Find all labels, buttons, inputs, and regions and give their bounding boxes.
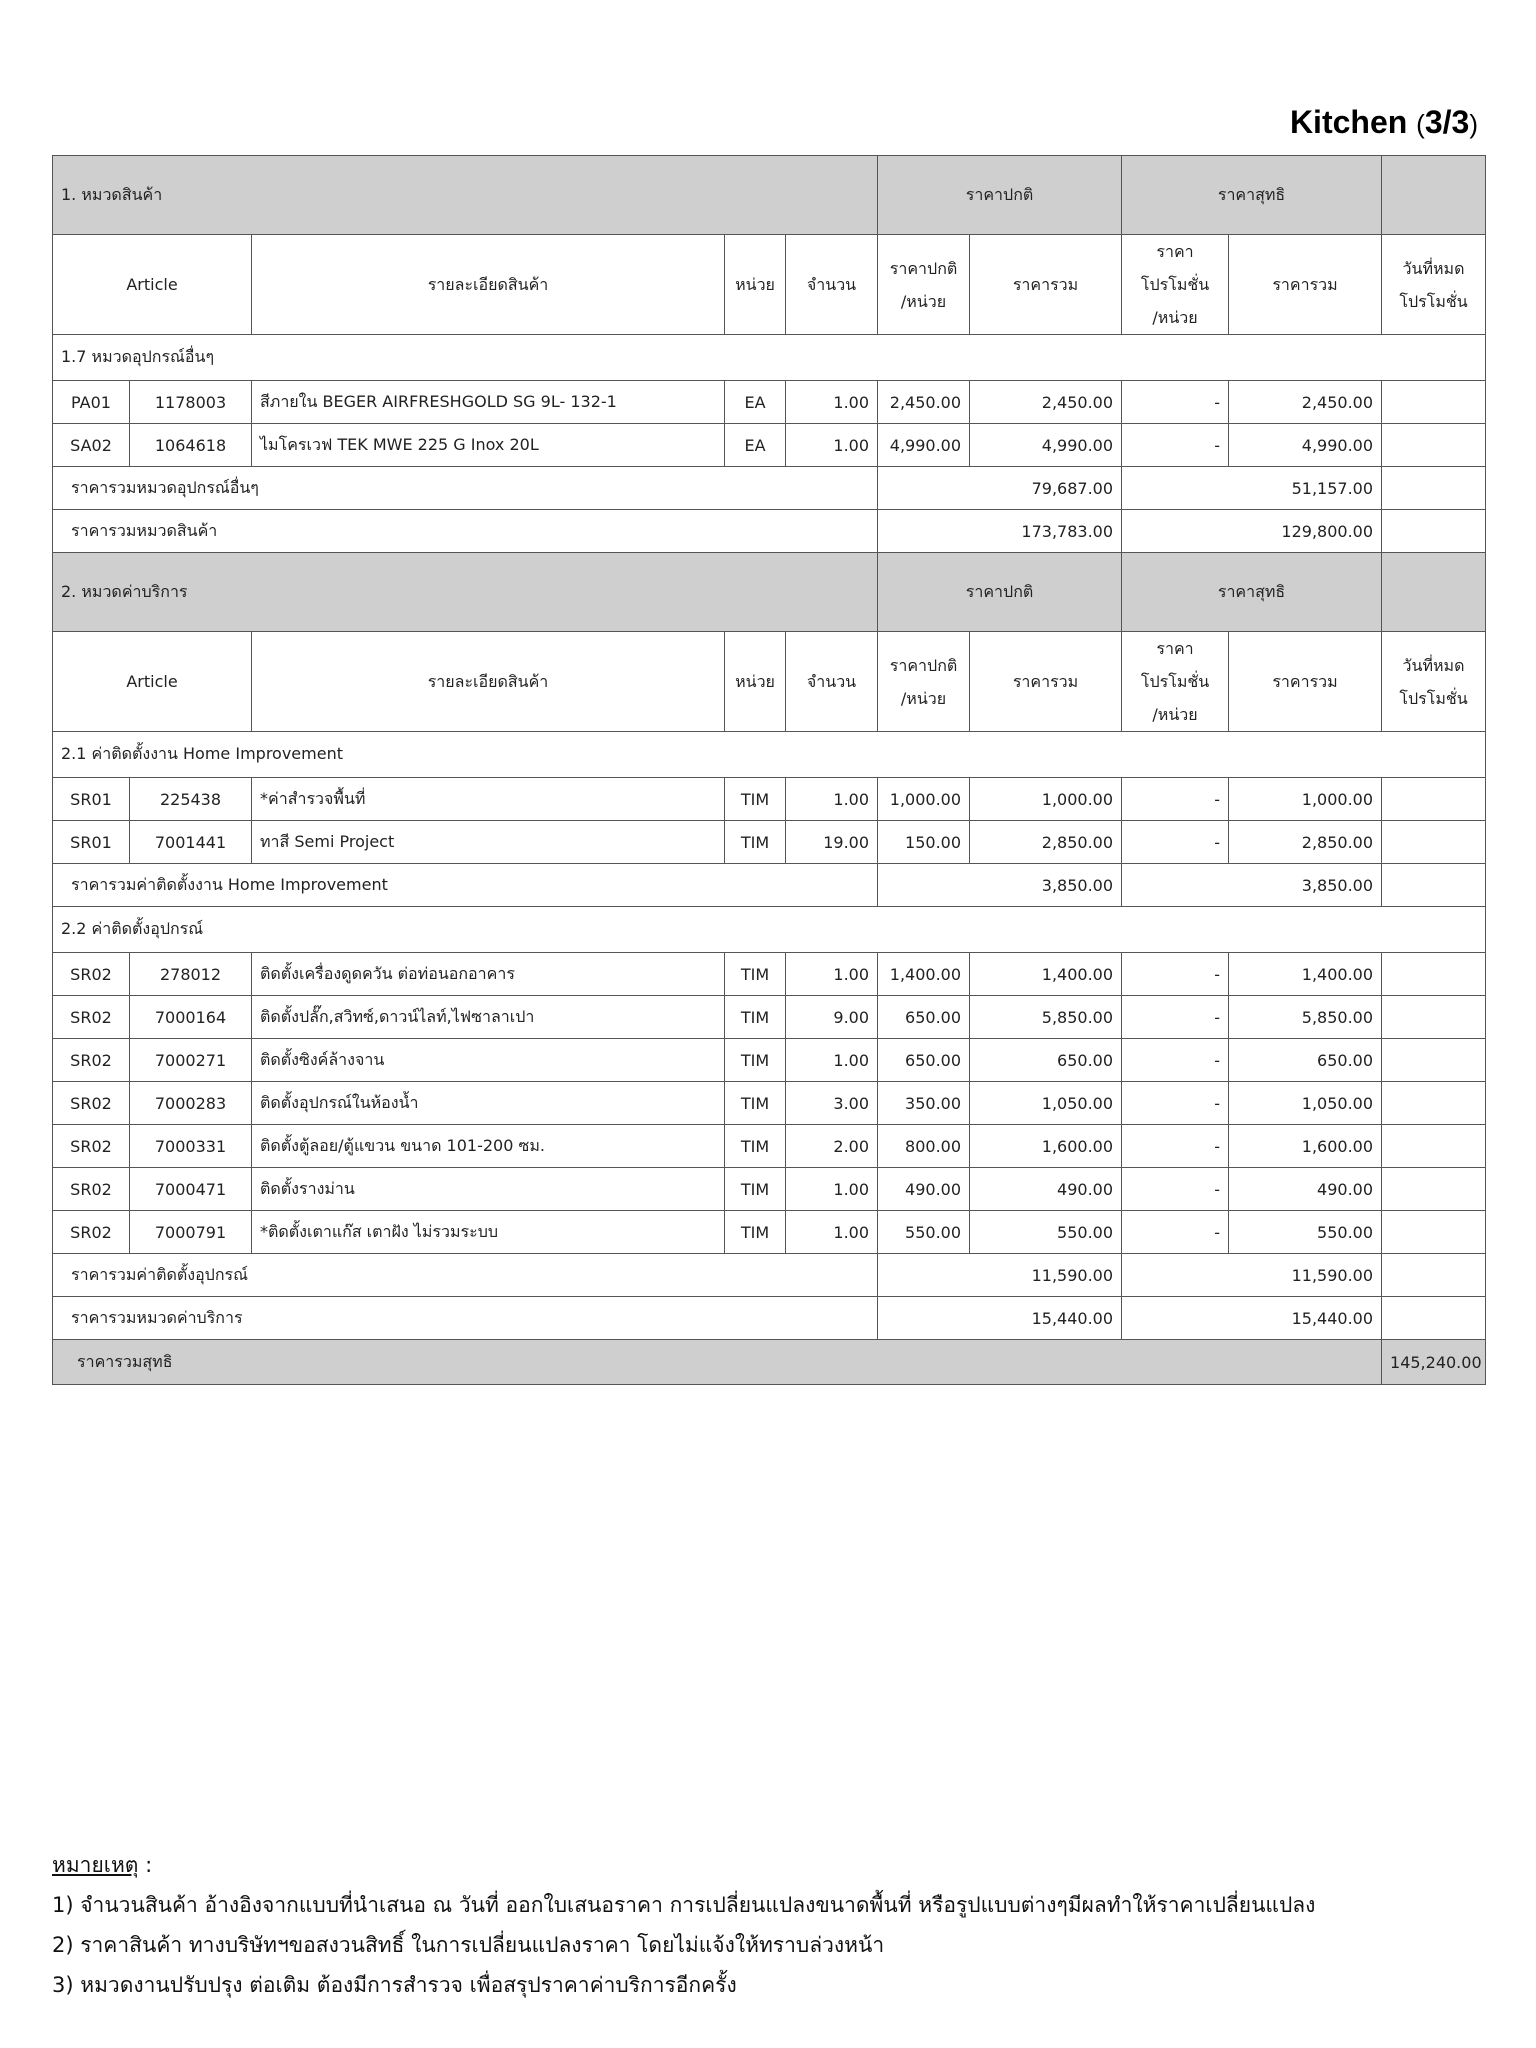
item-quantity: 1.00	[786, 778, 878, 821]
table-row	[53, 1168, 1486, 1211]
subtotal-label: ราคารวมค่าติดตั้งอุปกรณ์	[53, 1254, 878, 1297]
note-line-3: 3) หมวดงานปรับปรุง ต่อเติม ต้องมีการสำรวจ เพื่อสรุปราคาค่าบริการอีกครั้ง	[52, 1973, 737, 1997]
item-unit: TIM	[725, 953, 786, 996]
item-quantity: 1.00	[786, 1168, 878, 1211]
item-description: ติดตั้งตู้ลอย/ตู้แขวน ขนาด 101-200 ซม.	[252, 1125, 725, 1168]
item-unit-price: 4,990.00	[878, 424, 970, 467]
subtotal-net: 3,850.00	[1122, 864, 1382, 907]
item-unit: EA	[725, 424, 786, 467]
subtotal-label: ราคารวมค่าติดตั้งงาน Home Improvement	[53, 864, 878, 907]
item-description: *ติดตั้งเตาแก๊ส เตาฝัง ไม่รวมระบบ	[252, 1211, 725, 1254]
subtotal-blank	[1382, 1254, 1486, 1297]
item-total: 2,850.00	[970, 821, 1122, 864]
item-promo-price: -	[1122, 953, 1229, 996]
notes-title-line	[52, 1845, 1492, 1885]
item-quantity: 3.00	[786, 1082, 878, 1125]
item-quantity: 1.00	[786, 1039, 878, 1082]
subtotal-net: 51,157.00	[1122, 467, 1382, 510]
table-row	[53, 821, 1486, 864]
item-unit-price: 1,400.00	[878, 953, 970, 996]
item-description: ติดตั้งรางม่าน	[252, 1168, 725, 1211]
item-promo-price: -	[1122, 778, 1229, 821]
col-net-total: ราคารวม	[1229, 632, 1382, 732]
item-unit: TIM	[725, 1039, 786, 1082]
item-promo-price: -	[1122, 1039, 1229, 1082]
item-description: ไมโครเวฟ TEK MWE 225 G Inox 20L	[252, 424, 725, 467]
item-promo-price: -	[1122, 1168, 1229, 1211]
table-row	[53, 424, 1486, 467]
item-unit-price: 350.00	[878, 1082, 970, 1125]
item-quantity: 1.00	[786, 381, 878, 424]
item-article: 7001441	[130, 821, 252, 864]
item-code: SR02	[53, 1082, 130, 1125]
grand-total-row	[53, 1340, 1486, 1385]
notes-title: หมายเหตุ	[52, 1853, 139, 1877]
section-total-row	[53, 510, 1486, 553]
item-unit: EA	[725, 381, 786, 424]
col-quantity: จำนวน	[786, 632, 878, 732]
col-promo-end: วันที่หมด โปรโมชั่น	[1382, 632, 1486, 732]
item-net-total: 550.00	[1229, 1211, 1382, 1254]
item-article: 1064618	[130, 424, 252, 467]
item-promo-end	[1382, 1211, 1486, 1254]
page-title-open-paren: (	[1416, 109, 1425, 139]
section-services	[53, 553, 1486, 732]
item-article: 7000471	[130, 1168, 252, 1211]
item-promo-end	[1382, 1168, 1486, 1211]
subsection-title: 1.7 หมวดอุปกรณ์อื่นๆ	[53, 335, 1486, 381]
section-title: 1. หมวดสินค้า	[53, 156, 878, 235]
item-code: SR02	[53, 996, 130, 1039]
section-total-regular: 173,783.00	[878, 510, 1122, 553]
item-article: 1178003	[130, 381, 252, 424]
page-number: 3/3	[1424, 104, 1470, 140]
item-total: 1,050.00	[970, 1082, 1122, 1125]
item-promo-end	[1382, 821, 1486, 864]
item-article: 7000164	[130, 996, 252, 1039]
subtotal-regular: 11,590.00	[878, 1254, 1122, 1297]
item-quantity: 2.00	[786, 1125, 878, 1168]
item-total: 1,400.00	[970, 953, 1122, 996]
item-net-total: 1,400.00	[1229, 953, 1382, 996]
quotation-table	[52, 155, 1486, 1385]
item-unit-price: 650.00	[878, 996, 970, 1039]
regular-price-group: ราคาปกติ	[878, 156, 1122, 235]
item-total: 5,850.00	[970, 996, 1122, 1039]
note-line-2: 2) ราคาสินค้า ทางบริษัทฯขอสงวนสิทธิ์ ในการเปลี่ยนแปลงราคา โดยไม่แจ้งให้ทราบล่วงหน้า	[52, 1933, 885, 1957]
page-title	[1290, 104, 1478, 141]
item-total: 1,600.00	[970, 1125, 1122, 1168]
item-unit: TIM	[725, 778, 786, 821]
notes-colon: :	[138, 1853, 153, 1877]
section-total-label: ราคารวมหมวดสินค้า	[53, 510, 878, 553]
item-article: 7000791	[130, 1211, 252, 1254]
col-quantity: จำนวน	[786, 235, 878, 335]
item-description: ติดตั้งเครื่องดูดควัน ต่อท่อนอกอาคาร	[252, 953, 725, 996]
section-total-label: ราคารวมหมวดค่าบริการ	[53, 1297, 878, 1340]
item-promo-price: -	[1122, 1211, 1229, 1254]
item-code: SR02	[53, 1125, 130, 1168]
col-promo-end: วันที่หมด โปรโมชั่น	[1382, 235, 1486, 335]
item-net-total: 650.00	[1229, 1039, 1382, 1082]
item-net-total: 2,450.00	[1229, 381, 1382, 424]
section-products-body	[53, 335, 1486, 553]
item-net-total: 1,000.00	[1229, 778, 1382, 821]
item-quantity: 1.00	[786, 1211, 878, 1254]
subsection-title: 2.1 ค่าติดตั้งงาน Home Improvement	[53, 732, 1486, 778]
table-row	[53, 1125, 1486, 1168]
section-total-blank	[1382, 1297, 1486, 1340]
note-line-1: 1) จำนวนสินค้า อ้างอิงจากแบบที่นำเสนอ ณ วันที่ ออกใบเสนอราคา การเปลี่ยนแปลงขนาดพื้นที่ หรือรูปแบบต่างๆมีผลทำให้ราคาเปลี่ยนแปลง	[52, 1893, 1316, 1917]
item-article: 225438	[130, 778, 252, 821]
subtotal-blank	[1382, 467, 1486, 510]
header-blank-cell	[1382, 553, 1486, 632]
section-total-row	[53, 1297, 1486, 1340]
item-unit-price: 800.00	[878, 1125, 970, 1168]
item-net-total: 1,050.00	[1229, 1082, 1382, 1125]
item-code: SR01	[53, 778, 130, 821]
item-unit: TIM	[725, 1082, 786, 1125]
item-promo-price: -	[1122, 821, 1229, 864]
subtotal-row	[53, 864, 1486, 907]
item-code: SR01	[53, 821, 130, 864]
col-unit: หน่วย	[725, 632, 786, 732]
section-total-net: 15,440.00	[1122, 1297, 1382, 1340]
item-description: ติดตั้งปลั๊ก,สวิทซ์,ดาวน์ไลท์,ไฟซาลาเปา	[252, 996, 725, 1039]
col-description: รายละเอียดสินค้า	[252, 632, 725, 732]
item-unit-price: 650.00	[878, 1039, 970, 1082]
col-unit: หน่วย	[725, 235, 786, 335]
section-header-row	[53, 553, 1486, 632]
item-total: 650.00	[970, 1039, 1122, 1082]
item-total: 490.00	[970, 1168, 1122, 1211]
section-header-row	[53, 156, 1486, 235]
net-price-group: ราคาสุทธิ	[1122, 156, 1382, 235]
section-products	[53, 156, 1486, 335]
subtotal-net: 11,590.00	[1122, 1254, 1382, 1297]
col-regular-total: ราคารวม	[970, 632, 1122, 732]
item-description: *ค่าสำรวจพื้นที่	[252, 778, 725, 821]
item-article: 7000271	[130, 1039, 252, 1082]
item-quantity: 19.00	[786, 821, 878, 864]
col-regular-unit-price: ราคาปกติ /หน่วย	[878, 235, 970, 335]
net-price-group: ราคาสุทธิ	[1122, 553, 1382, 632]
col-article: Article	[53, 235, 252, 335]
subtotal-row	[53, 1254, 1486, 1297]
item-promo-end	[1382, 953, 1486, 996]
item-unit-price: 490.00	[878, 1168, 970, 1211]
column-header-row	[53, 235, 1486, 335]
subsection-title-row	[53, 732, 1486, 778]
item-promo-price: -	[1122, 424, 1229, 467]
item-quantity: 1.00	[786, 424, 878, 467]
table-row	[53, 778, 1486, 821]
item-code: PA01	[53, 381, 130, 424]
item-promo-price: -	[1122, 1082, 1229, 1125]
item-unit: TIM	[725, 1211, 786, 1254]
table-row	[53, 996, 1486, 1039]
section-total-net: 129,800.00	[1122, 510, 1382, 553]
item-net-total: 4,990.00	[1229, 424, 1382, 467]
subsection-title: 2.2 ค่าติดตั้งอุปกรณ์	[53, 907, 1486, 953]
item-code: SR02	[53, 953, 130, 996]
item-unit: TIM	[725, 821, 786, 864]
item-promo-end	[1382, 778, 1486, 821]
item-code: SR02	[53, 1211, 130, 1254]
item-net-total: 490.00	[1229, 1168, 1382, 1211]
item-promo-price: -	[1122, 996, 1229, 1039]
section-total-regular: 15,440.00	[878, 1297, 1122, 1340]
page-title-close-paren: )	[1469, 109, 1478, 139]
item-article: 7000331	[130, 1125, 252, 1168]
item-total: 1,000.00	[970, 778, 1122, 821]
item-unit-price: 550.00	[878, 1211, 970, 1254]
item-code: SR02	[53, 1168, 130, 1211]
item-total: 2,450.00	[970, 381, 1122, 424]
item-code: SA02	[53, 424, 130, 467]
notes	[52, 1845, 1492, 2005]
col-promo-unit-price: ราคา โปรโมชั่น /หน่วย	[1122, 632, 1229, 732]
item-promo-end	[1382, 1039, 1486, 1082]
item-unit: TIM	[725, 996, 786, 1039]
item-unit: TIM	[725, 1168, 786, 1211]
subtotal-label: ราคารวมหมวดอุปกรณ์อื่นๆ	[53, 467, 878, 510]
item-total: 550.00	[970, 1211, 1122, 1254]
item-unit-price: 150.00	[878, 821, 970, 864]
item-unit-price: 1,000.00	[878, 778, 970, 821]
item-total: 4,990.00	[970, 424, 1122, 467]
item-promo-end	[1382, 996, 1486, 1039]
subtotal-regular: 3,850.00	[878, 864, 1122, 907]
item-unit-price: 2,450.00	[878, 381, 970, 424]
grand-total-section	[53, 1340, 1486, 1385]
section-services-body	[53, 732, 1486, 1340]
subsection-title-row	[53, 907, 1486, 953]
col-article: Article	[53, 632, 252, 732]
item-description: สีภายใน BEGER AIRFRESHGOLD SG 9L- 132-1	[252, 381, 725, 424]
item-promo-price: -	[1122, 1125, 1229, 1168]
item-quantity: 9.00	[786, 996, 878, 1039]
table-row	[53, 1082, 1486, 1125]
section-title: 2. หมวดค่าบริการ	[53, 553, 878, 632]
table-row	[53, 1211, 1486, 1254]
item-net-total: 2,850.00	[1229, 821, 1382, 864]
col-regular-total: ราคารวม	[970, 235, 1122, 335]
col-description: รายละเอียดสินค้า	[252, 235, 725, 335]
item-quantity: 1.00	[786, 953, 878, 996]
item-code: SR02	[53, 1039, 130, 1082]
item-description: ติดตั้งซิงค์ล้างจาน	[252, 1039, 725, 1082]
regular-price-group: ราคาปกติ	[878, 553, 1122, 632]
table-row	[53, 381, 1486, 424]
item-net-total: 5,850.00	[1229, 996, 1382, 1039]
item-description: ทาสี Semi Project	[252, 821, 725, 864]
section-total-blank	[1382, 510, 1486, 553]
item-promo-end	[1382, 381, 1486, 424]
col-net-total: ราคารวม	[1229, 235, 1382, 335]
grand-total-value: 145,240.00	[1382, 1340, 1486, 1385]
page-title-main: Kitchen	[1289, 104, 1408, 140]
table-row	[53, 953, 1486, 996]
column-header-row	[53, 632, 1486, 732]
item-promo-price: -	[1122, 381, 1229, 424]
item-promo-end	[1382, 424, 1486, 467]
item-article: 7000283	[130, 1082, 252, 1125]
col-promo-unit-price: ราคา โปรโมชั่น /หน่วย	[1122, 235, 1229, 335]
item-unit: TIM	[725, 1125, 786, 1168]
table-row	[53, 1039, 1486, 1082]
item-description: ติดตั้งอุปกรณ์ในห้องน้ำ	[252, 1082, 725, 1125]
item-net-total: 1,600.00	[1229, 1125, 1382, 1168]
item-promo-end	[1382, 1082, 1486, 1125]
item-article: 278012	[130, 953, 252, 996]
grand-total-label: ราคารวมสุทธิ	[53, 1340, 1382, 1385]
subtotal-blank	[1382, 864, 1486, 907]
subtotal-row	[53, 467, 1486, 510]
col-regular-unit-price: ราคาปกติ /หน่วย	[878, 632, 970, 732]
subsection-title-row	[53, 335, 1486, 381]
item-promo-end	[1382, 1125, 1486, 1168]
subtotal-regular: 79,687.00	[878, 467, 1122, 510]
header-blank-cell	[1382, 156, 1486, 235]
